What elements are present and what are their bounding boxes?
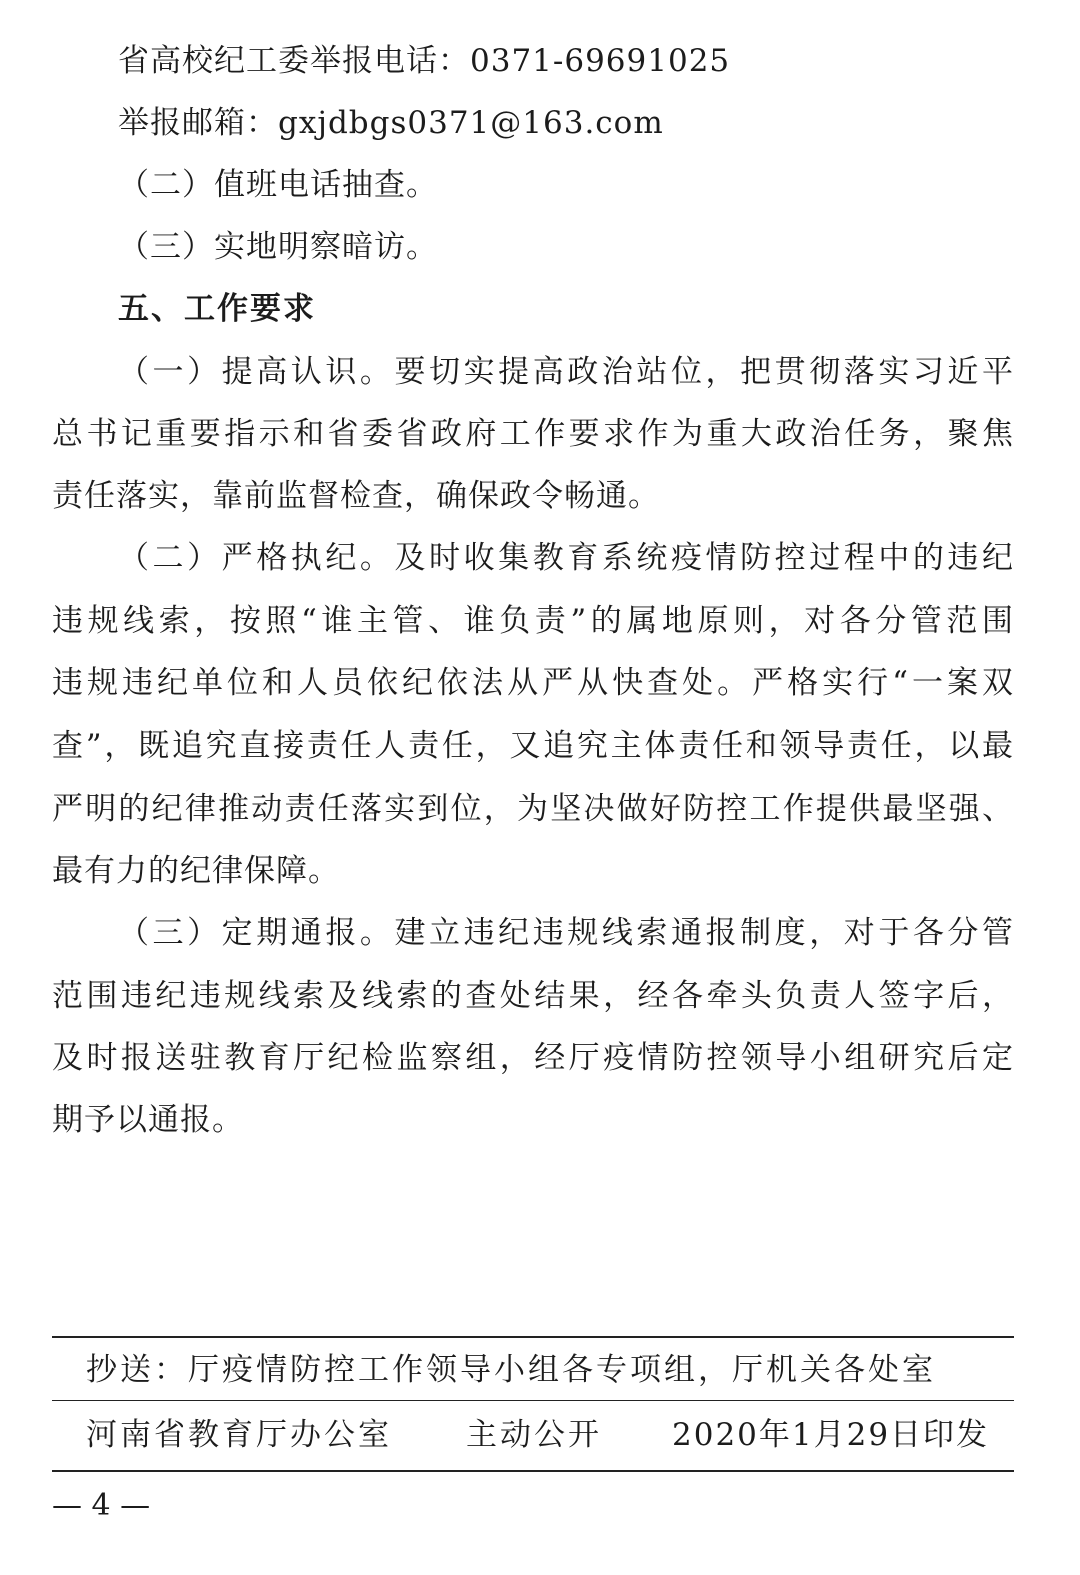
report-email-line: 举报邮箱：gxjdbgs0371@163.com xyxy=(118,105,664,141)
footer-middle-rule xyxy=(52,1400,1014,1401)
paragraph-2-line: 违规线索，按照“谁主管、谁负责”的属地原则，对各分管范围 xyxy=(52,603,1014,639)
paragraph-1-line: （一）提高认识。要切实提高政治站位，把贯彻落实习近平 xyxy=(118,354,1014,390)
section-heading: 五、工作要求 xyxy=(118,291,316,327)
cc-line: 抄送：厅疫情防控工作领导小组各专项组，厅机关各处室 xyxy=(86,1352,936,1388)
page-number: — 4 — xyxy=(52,1488,151,1523)
paragraph-2-line: 严明的纪律推动责任落实到位，为坚决做好防控工作提供最坚强、 xyxy=(52,791,1014,827)
list-item-site-visit: （三）实地明察暗访。 xyxy=(118,229,438,265)
issuer: 河南省教育厅办公室 xyxy=(86,1417,392,1453)
paragraph-1-line: 总书记重要指示和省委省政府工作要求作为重大政治任务，聚焦 xyxy=(52,416,1014,452)
paragraph-2-line: （二）严格执纪。及时收集教育系统疫情防控过程中的违纪 xyxy=(118,540,1014,576)
footer-bottom-rule xyxy=(52,1470,1014,1472)
paragraph-2-line: 最有力的纪律保障。 xyxy=(52,853,340,889)
paragraph-1-line: 责任落实，靠前监督检查，确保政令畅通。 xyxy=(52,478,660,514)
report-phone-line: 省高校纪工委举报电话：0371-69691025 xyxy=(118,43,731,79)
list-item-duty-phone: （二）值班电话抽查。 xyxy=(118,167,438,203)
paragraph-3-line: （三）定期通报。建立违纪违规线索通报制度，对于各分管 xyxy=(118,915,1014,951)
paragraph-2-line: 违规违纪单位和人员依纪依法从严从快查处。严格实行“一案双 xyxy=(52,665,1014,701)
disclosure-label: 主动公开 xyxy=(466,1417,602,1453)
paragraph-2-line: 查”，既追究直接责任人责任，又追究主体责任和领导责任，以最 xyxy=(52,728,1014,764)
paragraph-3-line: 期予以通报。 xyxy=(52,1102,244,1138)
paragraph-3-line: 范围违纪违规线索及线索的查处结果，经各牵头负责人签字后， xyxy=(52,978,1014,1014)
footer-top-rule xyxy=(52,1336,1014,1338)
paragraph-3-line: 及时报送驻教育厅纪检监察组，经厅疫情防控领导小组研究后定 xyxy=(52,1040,1014,1076)
issue-date: 2020年1月29日印发 xyxy=(672,1417,990,1453)
